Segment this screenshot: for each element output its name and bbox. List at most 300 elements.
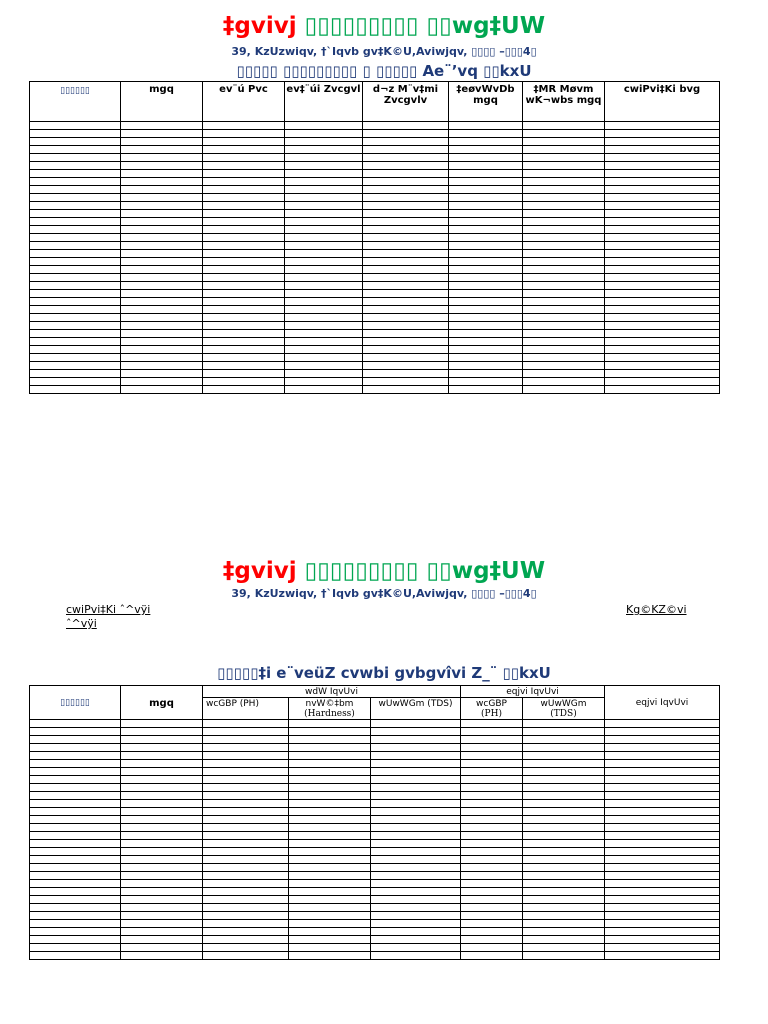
form2-table-cell: [289, 904, 371, 912]
form2-table-cell: [203, 808, 289, 816]
form1-table-cell: [363, 170, 449, 178]
form2-table: [29, 685, 720, 960]
form1-table-cell: [363, 298, 449, 306]
form2-table-cell: [289, 792, 371, 800]
form2-table-cell: [30, 800, 121, 808]
form1-col-gauge-glass-time: ‡MR Møvm wK¬wbs mgq: [523, 82, 605, 122]
form2-table-cell: [523, 896, 605, 904]
form2-table-cell: [461, 952, 523, 960]
form2-table-cell: [605, 928, 720, 936]
form2-table-cell: [605, 880, 720, 888]
form1-table-cell: [285, 226, 363, 234]
form1-title-part2: ▯▯▯▯▯▯▯▯▯ ▯▯wg‡UW: [304, 13, 546, 39]
form1-table-cell: [121, 154, 203, 162]
form2-table-cell: [203, 912, 289, 920]
form1-table-cell: [203, 210, 285, 218]
form1-table-cell: [285, 162, 363, 170]
form1-table-cell: [449, 266, 523, 274]
form2-table-cell: [461, 912, 523, 920]
form2-table-cell: [121, 784, 203, 792]
form1-table-row: [30, 138, 720, 146]
form2-table-cell: [289, 880, 371, 888]
form2-table-cell: [289, 832, 371, 840]
form1-table-cell: [605, 290, 720, 298]
form1-table-cell: [363, 386, 449, 394]
form1-table-row: [30, 386, 720, 394]
form1-table-cell: [363, 186, 449, 194]
form2-table-cell: [371, 768, 461, 776]
form2-table-row: [30, 888, 720, 896]
form2-table-cell: [121, 808, 203, 816]
form2-table-cell: [461, 744, 523, 752]
form1-table-cell: [523, 378, 605, 386]
form1-table-cell: [363, 234, 449, 242]
form2-table-cell: [203, 784, 289, 792]
form1-table-cell: [30, 250, 121, 258]
form2-table-cell: [289, 720, 371, 728]
form1-table-cell: [523, 298, 605, 306]
form1-table-cell: [203, 338, 285, 346]
form1-table-cell: [203, 170, 285, 178]
form2-table-cell: [371, 808, 461, 816]
form1-title: [0, 13, 768, 39]
form2-table-cell: [30, 928, 121, 936]
form1-table-cell: [203, 154, 285, 162]
form2-table-cell: [461, 728, 523, 736]
form1-table-cell: [121, 130, 203, 138]
form1-table-cell: [449, 346, 523, 354]
form1-table-cell: [449, 194, 523, 202]
form1-table-row: [30, 202, 720, 210]
form2-table-cell: [121, 952, 203, 960]
form1-table-cell: [30, 234, 121, 242]
form1-table-cell: [121, 250, 203, 258]
form1-table-cell: [523, 338, 605, 346]
form1-table-cell: [121, 386, 203, 394]
form2-table-cell: [461, 760, 523, 768]
form2-table-cell: [371, 824, 461, 832]
form2-table-cell: [605, 808, 720, 816]
form1-table-cell: [523, 274, 605, 282]
form2-table-cell: [121, 896, 203, 904]
form1-table-cell: [30, 162, 121, 170]
form1-table-row: [30, 298, 720, 306]
form2-table-cell: [371, 880, 461, 888]
form1-table-cell: [30, 226, 121, 234]
form2-address: 39, KzUzwiqv, †`Iqvb gv‡K©U,Aviwjqv, ▯▯▯▯ –▯▯▯4▯: [231, 587, 537, 600]
form2-table-row: [30, 808, 720, 816]
form1-table-cell: [30, 290, 121, 298]
form1-col-steam-temp: ev‡¨úi Zvcgvl: [285, 82, 363, 122]
form1-table-cell: [363, 226, 449, 234]
form1-table-cell: [30, 146, 121, 154]
form2-table-row: [30, 856, 720, 864]
form1-table-cell: [30, 178, 121, 186]
form2-table-cell: [289, 744, 371, 752]
form1-table-row: [30, 370, 720, 378]
form1-table-cell: [523, 314, 605, 322]
form1-table-cell: [285, 130, 363, 138]
form2-table-cell: [461, 864, 523, 872]
form2-sub-feed-hardness-line1: nvW©‡bm: [305, 699, 354, 709]
form1-table-cell: [203, 290, 285, 298]
form2-table-cell: [289, 952, 371, 960]
form1-table-cell: [523, 362, 605, 370]
form1-table-row: [30, 266, 720, 274]
form1-table-cell: [449, 202, 523, 210]
form1-table-cell: [285, 258, 363, 266]
form1-table-row: [30, 178, 720, 186]
form1-table-cell: [285, 346, 363, 354]
form1-table-cell: [605, 138, 720, 146]
form2-table-cell: [289, 800, 371, 808]
form2-table-cell: [121, 752, 203, 760]
form2-table-cell: [289, 920, 371, 928]
form2-table-cell: [203, 896, 289, 904]
form1-table-cell: [121, 162, 203, 170]
form1-table-cell: [30, 346, 121, 354]
form2-table-row: [30, 904, 720, 912]
form1-table-row: [30, 322, 720, 330]
form2-table-cell: [371, 800, 461, 808]
form1-table-cell: [363, 322, 449, 330]
form2-sub-boiler-tds-line2: (TDS): [550, 709, 577, 719]
form1-table-cell: [285, 370, 363, 378]
form2-table-cell: [371, 872, 461, 880]
form1-table-cell: [121, 282, 203, 290]
form2-table-cell: [203, 760, 289, 768]
form1-table-cell: [285, 266, 363, 274]
form2-table-cell: [523, 888, 605, 896]
form2-table-cell: [523, 880, 605, 888]
form1-table-cell: [523, 146, 605, 154]
form1-table-cell: [30, 210, 121, 218]
form1-table-row: [30, 154, 720, 162]
form1-table-cell: [30, 282, 121, 290]
form1-table-cell: [203, 234, 285, 242]
form1-table-cell: [363, 338, 449, 346]
form2-table-cell: [523, 752, 605, 760]
form1-table-cell: [121, 138, 203, 146]
form2-col-date: ▯▯▯▯▯▯: [30, 686, 121, 720]
form1-table-cell: [449, 226, 523, 234]
form2-table-cell: [121, 912, 203, 920]
form1-table-cell: [121, 186, 203, 194]
form2-table-cell: [605, 832, 720, 840]
form1-table-cell: [363, 202, 449, 210]
form1-table-cell: [285, 210, 363, 218]
form2-table-cell: [523, 784, 605, 792]
form1-table-cell: [121, 298, 203, 306]
form1-table-row: [30, 282, 720, 290]
form2-table-cell: [461, 816, 523, 824]
form2-table-cell: [605, 912, 720, 920]
form2-table-cell: [523, 792, 605, 800]
form1-table-cell: [449, 250, 523, 258]
form2-table-row: [30, 848, 720, 856]
form2-table-cell: [605, 904, 720, 912]
form2-table-cell: [203, 856, 289, 864]
form1-table-cell: [449, 178, 523, 186]
form2-table-cell: [461, 888, 523, 896]
form2-sub-boiler-ph-line1: wcGBP: [476, 699, 507, 709]
form1-table-cell: [30, 306, 121, 314]
form2-table-cell: [523, 760, 605, 768]
form1-table-cell: [363, 362, 449, 370]
form1-table-cell: [363, 354, 449, 362]
form1-table-cell: [449, 386, 523, 394]
form2-table-cell: [289, 816, 371, 824]
form1-col-operator-name: cwiPvi‡Ki bvg: [605, 82, 720, 122]
form1-table-cell: [523, 282, 605, 290]
form1-table-cell: [121, 178, 203, 186]
form2-table-cell: [203, 768, 289, 776]
form1-table-row: [30, 186, 720, 194]
form2-table-cell: [605, 888, 720, 896]
form1-table-cell: [363, 210, 449, 218]
form2-sub-boiler-tds-line1: wUwWGm: [540, 699, 587, 709]
form1-table-cell: [203, 386, 285, 394]
form1-table-cell: [121, 202, 203, 210]
form2-table-cell: [461, 824, 523, 832]
form1-table-cell: [121, 330, 203, 338]
form2-table-cell: [121, 840, 203, 848]
form1-table-cell: [449, 306, 523, 314]
form1-table-cell: [30, 154, 121, 162]
form1-table-cell: [30, 122, 121, 130]
form2-table-cell: [523, 800, 605, 808]
form2-table-cell: [30, 832, 121, 840]
form1-table-cell: [203, 330, 285, 338]
form1-table-cell: [605, 122, 720, 130]
form1-table-row: [30, 146, 720, 154]
form2-table-cell: [605, 864, 720, 872]
form2-table-row: [30, 816, 720, 824]
form2-table-cell: [289, 768, 371, 776]
form2-table-cell: [121, 888, 203, 896]
form1-table-cell: [121, 290, 203, 298]
form2-sub-boiler-tds: [523, 698, 605, 720]
form2-table-cell: [523, 848, 605, 856]
form1-table-cell: [523, 194, 605, 202]
form2-table-cell: [203, 888, 289, 896]
form1-table: [29, 81, 720, 394]
form1-subtitle: ▯▯▯▯▯ ▯▯▯▯▯▯▯▯▯ ▯ ▯▯▯▯▯ Ae¨’vq ▯▯kxU: [236, 62, 532, 80]
form2-table-cell: [203, 776, 289, 784]
form2-table-cell: [203, 928, 289, 936]
form1-table-cell: [449, 370, 523, 378]
form1-table-cell: [121, 346, 203, 354]
form1-table-cell: [285, 154, 363, 162]
form1-table-cell: [605, 314, 720, 322]
form1-table-row: [30, 250, 720, 258]
form2-table-cell: [523, 832, 605, 840]
form1-table-cell: [203, 186, 285, 194]
form2-table-cell: [461, 896, 523, 904]
form2-table-cell: [523, 768, 605, 776]
form1-table-cell: [449, 354, 523, 362]
form2-table-cell: [461, 752, 523, 760]
form2-table-row: [30, 880, 720, 888]
form1-table-cell: [285, 218, 363, 226]
form1-table-cell: [285, 330, 363, 338]
form1-table-cell: [523, 122, 605, 130]
form1-table-cell: [203, 130, 285, 138]
form2-table-cell: [203, 864, 289, 872]
form1-table-cell: [285, 250, 363, 258]
form2-table-cell: [605, 720, 720, 728]
form2-table-cell: [203, 752, 289, 760]
form1-table-cell: [285, 290, 363, 298]
form1-table-cell: [523, 154, 605, 162]
form1-table-cell: [605, 202, 720, 210]
form1-table-cell: [449, 170, 523, 178]
form1-table-cell: [605, 146, 720, 154]
form2-col-time: mgq: [121, 686, 203, 720]
form1-table-cell: [203, 282, 285, 290]
form2-table-cell: [30, 952, 121, 960]
form2-table-cell: [30, 848, 121, 856]
form1-table-cell: [30, 298, 121, 306]
form1-table-cell: [285, 354, 363, 362]
form2-table-cell: [605, 824, 720, 832]
form2-sub-boiler-ph-line2: (PH): [481, 709, 502, 719]
form2-table-cell: [30, 760, 121, 768]
form1-table-cell: [449, 146, 523, 154]
form1-table-cell: [449, 138, 523, 146]
form1-table-cell: [285, 378, 363, 386]
form2-table-cell: [30, 768, 121, 776]
form2-table-row: [30, 832, 720, 840]
form2-table-cell: [121, 928, 203, 936]
form2-table-cell: [289, 872, 371, 880]
form1-table-cell: [363, 242, 449, 250]
form1-table-cell: [605, 234, 720, 242]
form2-col-boiler-water: eqjvi IqvUvi: [605, 686, 720, 720]
form1-table-cell: [121, 258, 203, 266]
form2-table-row: [30, 864, 720, 872]
form1-table-cell: [121, 338, 203, 346]
form1-table-row: [30, 314, 720, 322]
form2-table-cell: [30, 864, 121, 872]
form2-table-cell: [605, 920, 720, 928]
form1-table-cell: [285, 274, 363, 282]
form2-table-cell: [523, 920, 605, 928]
form1-table-row: [30, 290, 720, 298]
form2-table-cell: [371, 848, 461, 856]
form1-table-cell: [285, 282, 363, 290]
form2-table-cell: [371, 888, 461, 896]
form2-table-cell: [30, 920, 121, 928]
form2-table-cell: [461, 720, 523, 728]
form1-table-cell: [203, 362, 285, 370]
form2-table-cell: [203, 824, 289, 832]
form2-table-cell: [523, 728, 605, 736]
form1-col-blowdown-time: ‡eøvWvDb mgq: [449, 82, 523, 122]
form2-table-cell: [203, 952, 289, 960]
form2-subtitle: ▯▯▯▯▯‡i e¨veüZ cvwbi gvbgvîvi Z_¨ ▯▯kxU: [217, 664, 551, 682]
form2-table-cell: [371, 864, 461, 872]
form2-table-cell: [523, 944, 605, 952]
form2-table-cell: [461, 840, 523, 848]
form2-table-cell: [371, 912, 461, 920]
form2-table-row: [30, 776, 720, 784]
form2-table-cell: [30, 744, 121, 752]
form2-table-row: [30, 720, 720, 728]
form2-table-cell: [30, 752, 121, 760]
form1-table-cell: [523, 178, 605, 186]
form1-table-cell: [523, 266, 605, 274]
form1-table-cell: [523, 250, 605, 258]
form1-table-cell: [523, 186, 605, 194]
form1-table-cell: [363, 330, 449, 338]
form2-table-cell: [289, 776, 371, 784]
operator-signature-label-2: ˆ^vÿi: [66, 617, 97, 630]
form2-table-cell: [523, 872, 605, 880]
form1-table-cell: [30, 202, 121, 210]
form1-table-cell: [285, 362, 363, 370]
form1-table-cell: [121, 314, 203, 322]
form1-table-cell: [285, 386, 363, 394]
form2-table-row: [30, 728, 720, 736]
form1-table-cell: [523, 218, 605, 226]
form1-table-cell: [363, 258, 449, 266]
form1-table-cell: [121, 370, 203, 378]
form1-table-cell: [30, 186, 121, 194]
form1-table-cell: [203, 306, 285, 314]
form1-table-cell: [523, 234, 605, 242]
form2-table-cell: [605, 944, 720, 952]
form2-table-cell: [203, 744, 289, 752]
form1-table-cell: [121, 234, 203, 242]
form2-table-cell: [30, 856, 121, 864]
form2-table-cell: [371, 720, 461, 728]
form2-sub-feed-hardness: [289, 698, 371, 720]
form1-table-cell: [449, 210, 523, 218]
form1-table-cell: [449, 258, 523, 266]
form1-table-cell: [285, 298, 363, 306]
form2-table-row: [30, 912, 720, 920]
form1-table-cell: [363, 378, 449, 386]
form2-table-cell: [371, 856, 461, 864]
form2-table-cell: [371, 744, 461, 752]
form1-table-cell: [203, 250, 285, 258]
form1-table-cell: [285, 186, 363, 194]
form2-table-cell: [605, 952, 720, 960]
form2-table-cell: [289, 736, 371, 744]
form2-table-cell: [203, 792, 289, 800]
form1-table-cell: [523, 210, 605, 218]
form1-table-cell: [363, 266, 449, 274]
form1-table-cell: [449, 186, 523, 194]
form1-table-cell: [363, 122, 449, 130]
form2-table-cell: [121, 792, 203, 800]
form1-table-cell: [285, 306, 363, 314]
form1-col-steam-pressure: ev¨ú Pvc: [203, 82, 285, 122]
form1-table-cell: [30, 194, 121, 202]
form1-table-cell: [203, 194, 285, 202]
form2-table-cell: [30, 888, 121, 896]
form1-table-cell: [523, 322, 605, 330]
form1-table-cell: [30, 314, 121, 322]
form1-address: 39, KzUzwiqv, †`Iqvb gv‡K©U,Aviwjqv, ▯▯▯▯ –▯▯▯4▯: [231, 45, 537, 58]
form1-table-cell: [605, 130, 720, 138]
form2-table-cell: [523, 736, 605, 744]
form2-table-cell: [30, 872, 121, 880]
form2-table-cell: [30, 792, 121, 800]
form2-table-cell: [30, 912, 121, 920]
form1-table-cell: [605, 242, 720, 250]
